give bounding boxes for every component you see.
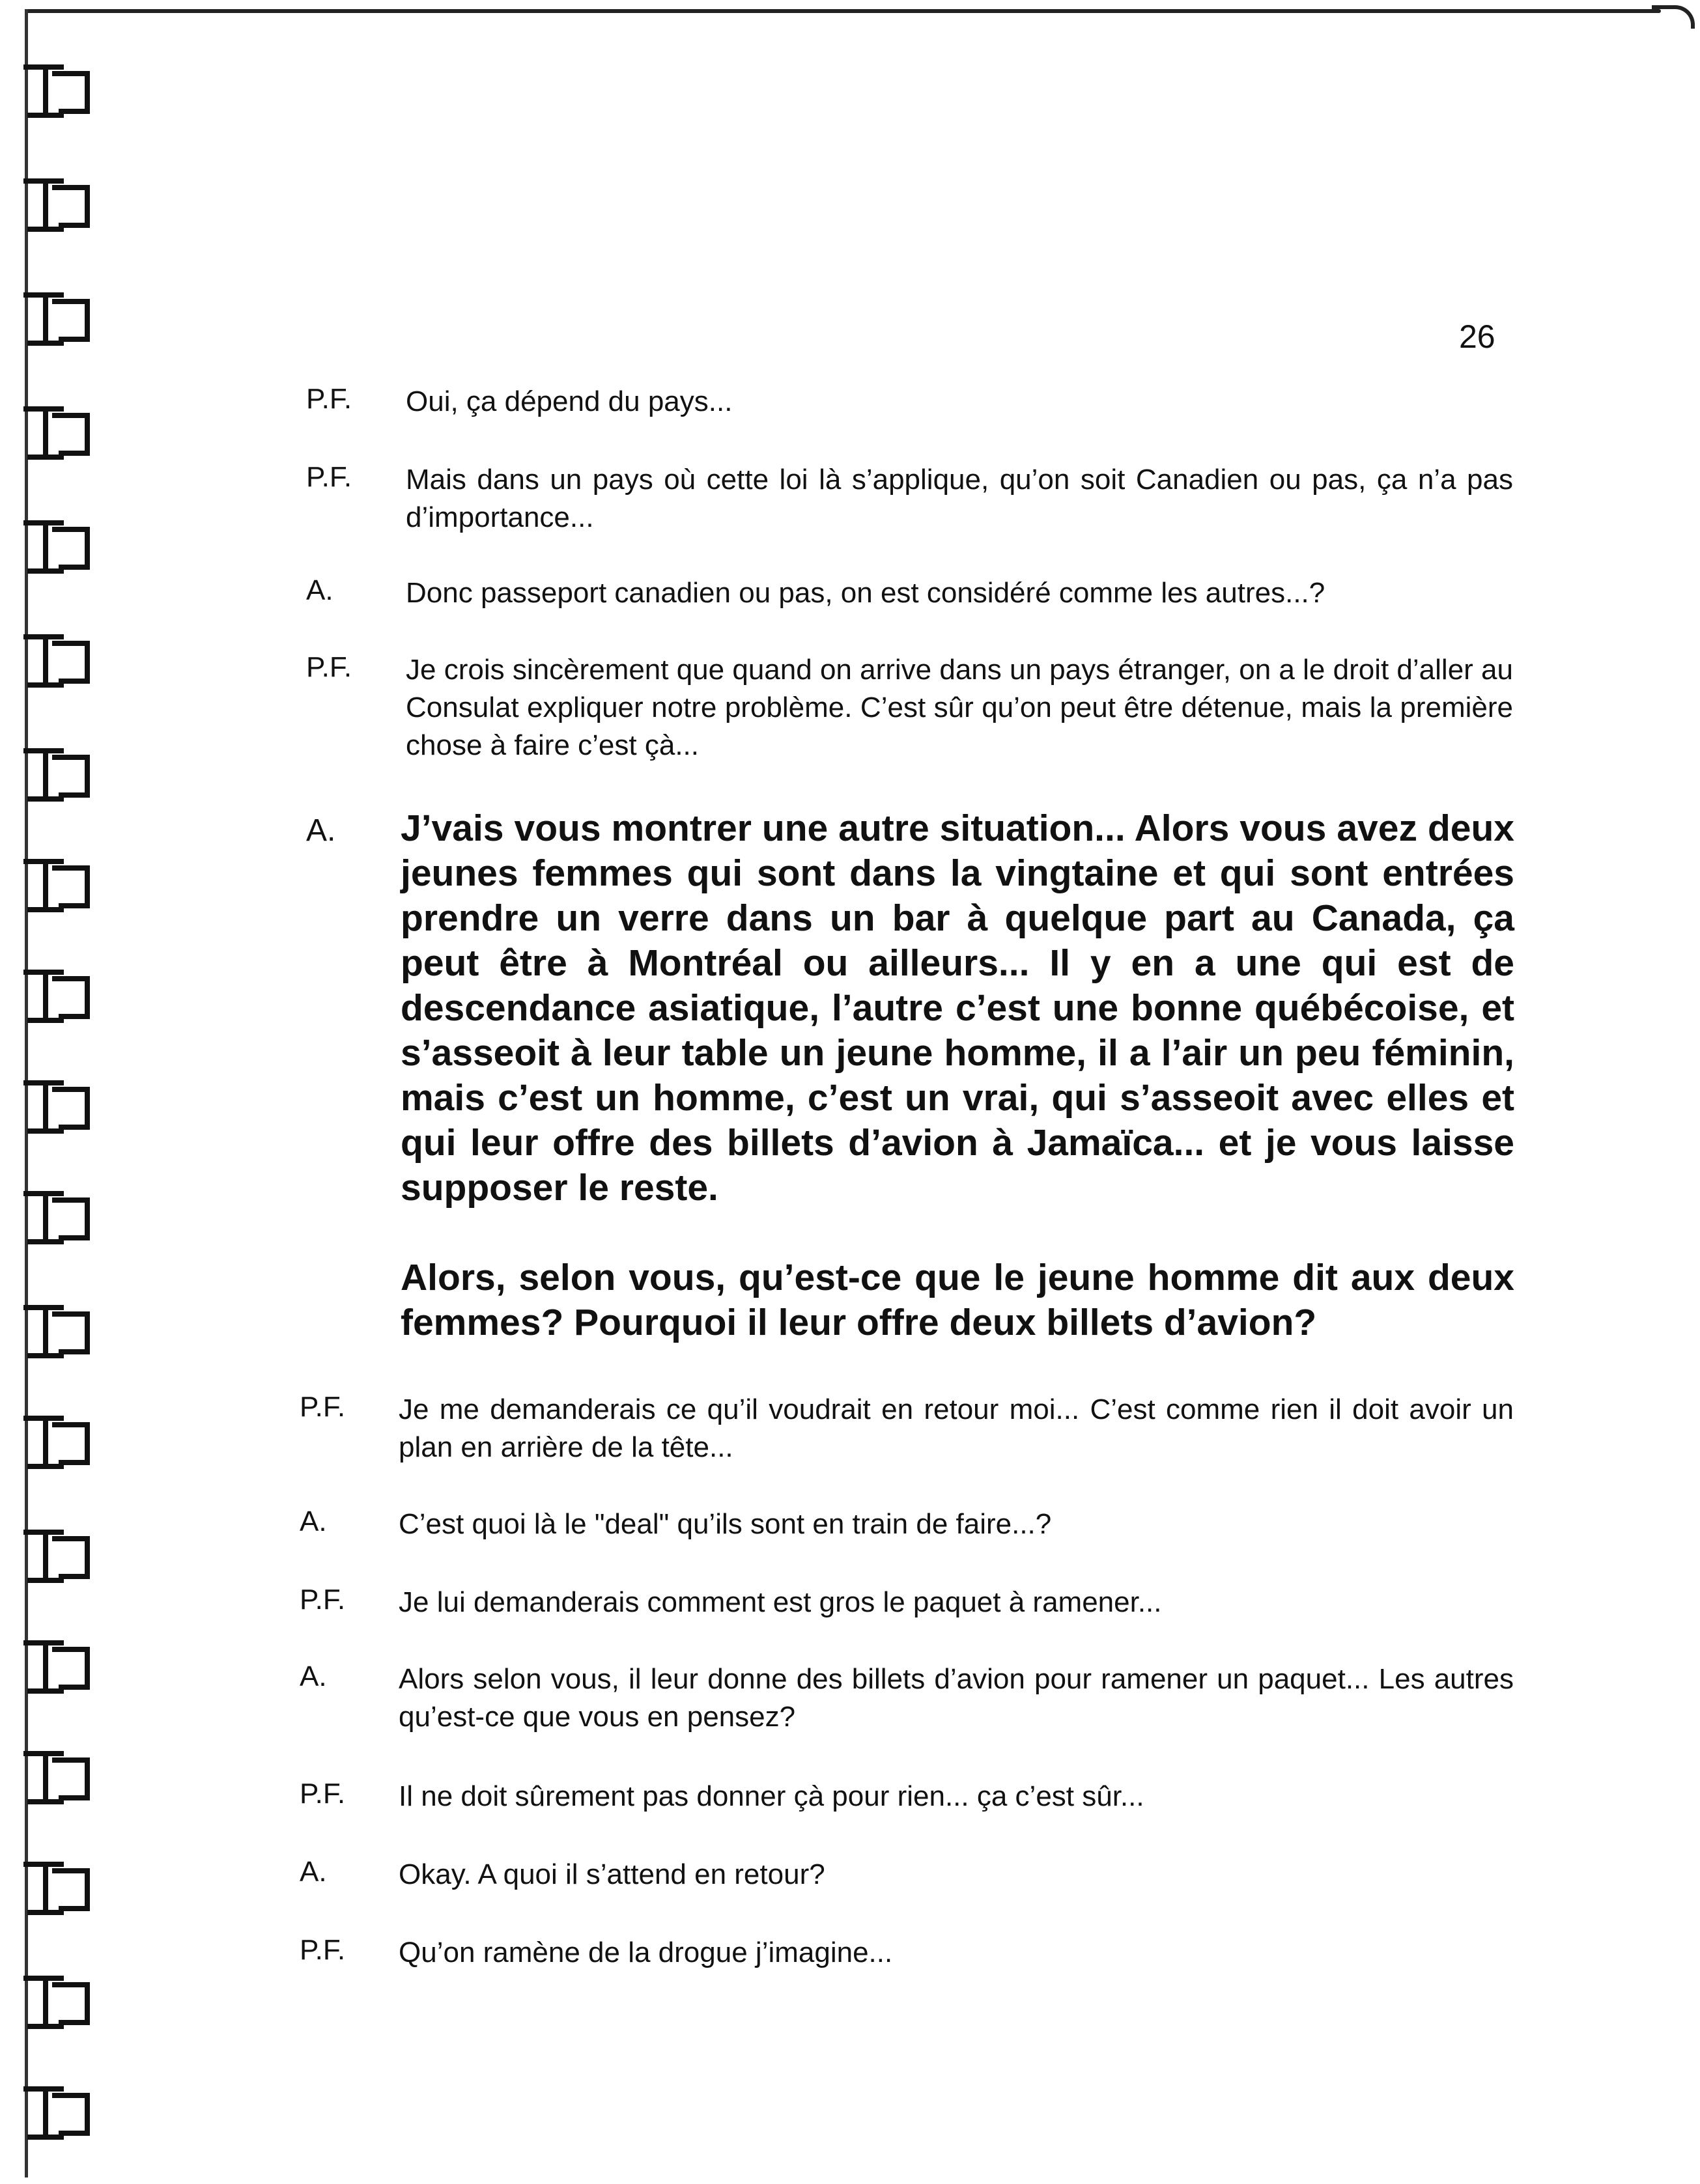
dialogue-text: Je me demanderais ce qu’il voudrait en retour moi... C’est comme rien il doit avoir un plan en arrière de la tête... (399, 1393, 1514, 1463)
dialogue-text: Je crois sincèrement que quand on arrive dans un pays étranger, on a le droit d’aller au Consulat expliquer notre problème. C’est sûr qu’on peut être détenue, mais la première chose à faire c’est çà... (406, 654, 1513, 761)
speaker-label: P.F. (300, 1778, 346, 1810)
speaker-label: P.F. (300, 1391, 346, 1423)
binding-coil (20, 62, 98, 120)
speaker-label: P.F. (300, 1934, 346, 1966)
speaker-label: P.F. (300, 1584, 346, 1616)
top-page-edge (26, 9, 1661, 13)
dialogue-text: Qu’on ramène de la drogue j’imagine... (399, 1937, 893, 1968)
speaker-label: A. (300, 1856, 327, 1888)
speaker-label: P.F. (306, 461, 352, 493)
binding-coil (20, 1413, 98, 1472)
dialogue-text: Alors selon vous, il leur donne des billets d’avion pour ramener un paquet... Les autres qu’est-ce que vous en pensez? (399, 1663, 1514, 1733)
binding-coil (20, 404, 98, 462)
binding-coil (20, 290, 98, 348)
dialogue-text: Oui, ça dépend du pays... (406, 385, 733, 417)
speaker-label: P.F. (306, 383, 352, 415)
binding-coil (20, 1973, 98, 2032)
speaker-label: A. (306, 813, 336, 848)
dialogue-text: Je lui demanderais comment est gros le paquet à ramener... (399, 1586, 1162, 1618)
binding-coil (20, 2084, 98, 2142)
dialogue-text: Okay. A quoi il s’attend en retour? (399, 1858, 825, 1890)
speaker-label: A. (300, 1505, 327, 1537)
binding-coil (20, 176, 98, 234)
binding-coil (20, 1188, 98, 1247)
binding-coil (20, 746, 98, 804)
binding-coil (20, 1527, 98, 1586)
binding-coil (20, 1078, 98, 1136)
spiral-binding (20, 0, 98, 2184)
speaker-label: P.F. (306, 651, 352, 683)
binding-coil (20, 856, 98, 915)
dialogue-text: Donc passeport canadien ou pas, on est considéré comme les autres...? (406, 577, 1325, 609)
page-number: 26 (1459, 318, 1495, 355)
dialogue-text: J’vais vous montrer une autre situation... Alors vous avez deux jeunes femmes qui sont dans la vingtaine et qui sont entrées prendre un verre dans un bar à quelque part au Canada, ça peut être à Montréal ou ailleurs... Il y en a une qui est de descendance asiatique, l’autre c’est une bonne québécoise, et s’asseoit à leur table un jeune homme, il a l’air un peu féminin, mais c’est un homme, c’est un vrai, qui s’asseoit avec elles et qui leur offre des billets d’avion à Jamaïca... et je vous laisse supposer le reste. (401, 807, 1514, 1209)
speaker-label: A. (300, 1660, 327, 1692)
top-page-corner (1652, 5, 1695, 29)
speaker-label: A. (306, 574, 333, 606)
dialogue-text-continuation: Alors, selon vous, qu’est-ce que le jeune homme dit aux deux femmes? Pourquoi il leur offre deux billets d’avion? (401, 1257, 1514, 1343)
dialogue-text: C’est quoi là le "deal" qu’ils sont en train de faire...? (399, 1508, 1052, 1540)
binding-coil (20, 1859, 98, 1918)
binding-coil (20, 632, 98, 690)
binding-coil (20, 1638, 98, 1696)
binding-coil (20, 1302, 98, 1361)
binding-coil (20, 1748, 98, 1807)
binding-coil (20, 518, 98, 576)
binding-coil (20, 967, 98, 1026)
dialogue-text: Mais dans un pays où cette loi là s’applique, qu’on soit Canadien ou pas, ça n’a pas d’importance... (406, 464, 1513, 533)
dialogue-text: Il ne doit sûrement pas donner çà pour rien... ça c’est sûr... (399, 1780, 1144, 1812)
